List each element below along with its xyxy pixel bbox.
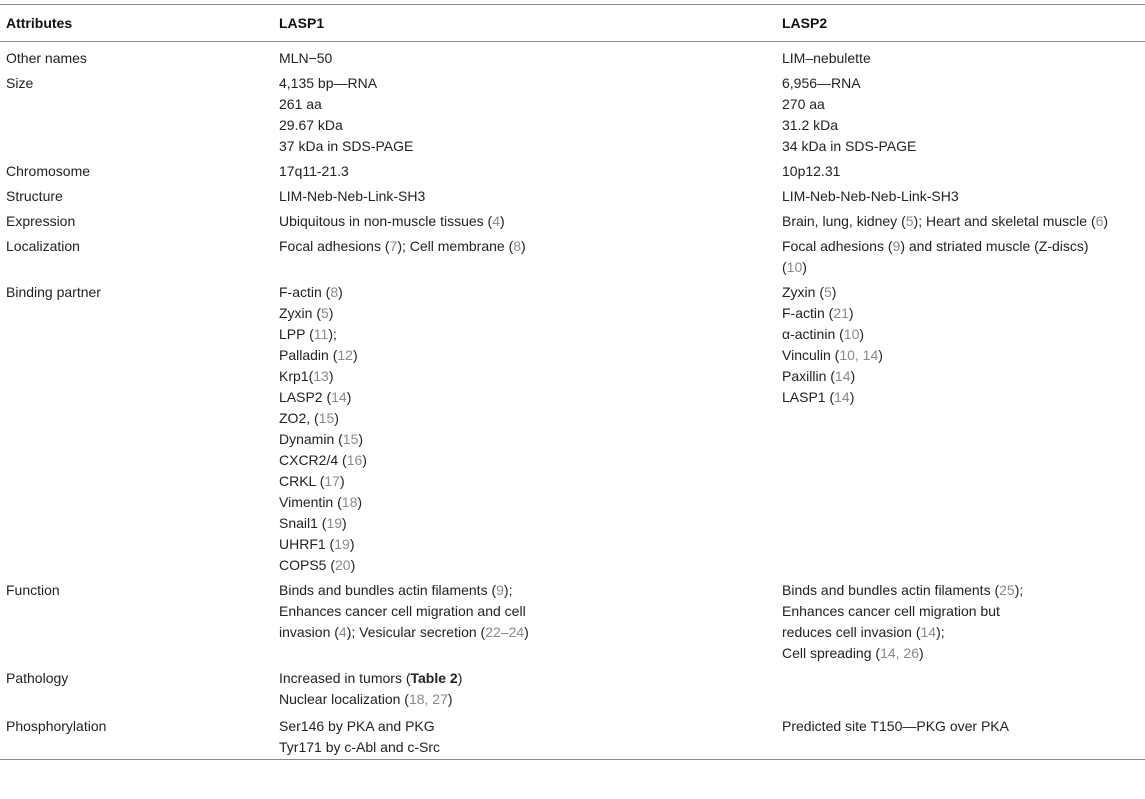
cell-text: ) [447, 691, 453, 707]
cell-line [279, 408, 782, 429]
table-row [0, 208, 1145, 233]
reference-link[interactable]: 4 [492, 213, 501, 229]
cell-text: Snail1 ( [279, 515, 327, 531]
cell-text: ) [859, 326, 865, 342]
cell-text: Vimentin ( [279, 494, 342, 510]
cell-text: 4,135 bp—RNA [279, 75, 378, 91]
cell-line [782, 48, 1145, 69]
cell-text: LASP1 ( [782, 389, 835, 405]
cell-text: CRKL ( [279, 473, 325, 489]
cell-text: ) [850, 368, 856, 384]
table-row [0, 577, 1145, 665]
reference-link[interactable]: 8 [330, 284, 339, 300]
cell-line [782, 161, 1145, 182]
reference-link[interactable]: 14 [331, 389, 347, 405]
reference-link[interactable]: 17 [324, 473, 340, 489]
cell-line [279, 324, 782, 345]
cell-text: LASP2 ( [279, 389, 332, 405]
cell-attribute: Pathology [6, 670, 69, 686]
cell-lasp2 [782, 282, 1145, 576]
cell-line [279, 94, 782, 115]
cell-text: ) [1103, 213, 1109, 229]
cell-line [782, 257, 1145, 278]
cell-text: ); [936, 624, 945, 640]
reference-link[interactable]: 13 [313, 368, 329, 384]
table-body [0, 42, 1145, 759]
cell-text: ); [328, 326, 337, 342]
cell-line [782, 324, 1145, 345]
cell-text: F-actin ( [782, 305, 834, 321]
cell-text: Krp1( [279, 368, 314, 384]
cell-line [279, 48, 782, 69]
table-bottom-rule [0, 759, 1145, 760]
cell-line [279, 471, 782, 492]
cell-text: 37 kDa in SDS-PAGE [279, 138, 414, 154]
table-row [0, 279, 1145, 577]
cell-text: Enhances cancer cell migration but [782, 603, 1000, 619]
cell-text: Cell spreading ( [782, 645, 881, 661]
cell-lasp2 [782, 236, 1145, 278]
cell-text: ) [349, 536, 355, 552]
cell-attribute: Localization [6, 238, 80, 254]
cell-lasp1 [279, 48, 782, 69]
cell-line [782, 94, 1145, 115]
cell-lasp2 [782, 73, 1145, 157]
reference-link[interactable]: 22–24 [485, 624, 525, 640]
cell-text: Ubiquitous in non-muscle tissues ( [279, 213, 493, 229]
cell-text: ) and striated muscle (Z-discs) [900, 238, 1089, 254]
cell-line [279, 601, 782, 622]
reference-link[interactable]: 14 [920, 624, 937, 640]
reference-link[interactable]: 25 [999, 582, 1015, 598]
cell-lasp1 [279, 282, 782, 576]
reference-link[interactable]: 15 [342, 431, 359, 447]
reference-link[interactable]: 18 [341, 494, 358, 510]
table-header [0, 5, 1145, 41]
cell-text: UHRF1 ( [279, 536, 335, 552]
cell-lasp1 [279, 186, 782, 207]
cell-text: Zyxin ( [279, 305, 321, 321]
cell-text: ); [1014, 582, 1024, 598]
cell-text: ) [334, 410, 339, 426]
table-row [0, 42, 1145, 70]
cell-text: LPP ( [279, 326, 314, 342]
cell-lasp1 [279, 668, 782, 710]
cell-text: ) [849, 389, 855, 405]
reference-link[interactable]: 12 [337, 347, 353, 363]
cell-lasp2 [782, 161, 1145, 182]
cell-text: Vinculin ( [782, 347, 840, 363]
cell-line [782, 580, 1145, 601]
cell-lasp1 [279, 73, 782, 157]
cell-line [279, 429, 782, 450]
cell-text: ) [350, 557, 356, 573]
cell-line [279, 716, 782, 737]
cell-line [782, 136, 1145, 157]
cell-line [279, 450, 782, 471]
cell-line [782, 366, 1145, 387]
cell-line [782, 387, 1145, 408]
cell-line [279, 668, 782, 689]
reference-link[interactable]: 10, 14 [839, 347, 879, 363]
cell-text: MLN−50 [279, 50, 333, 66]
reference-link[interactable]: 21 [833, 305, 849, 321]
reference-link[interactable]: 16 [346, 452, 363, 468]
cell-text: Tyr171 by c-Abl and c-Src [279, 739, 441, 755]
cell-line [279, 387, 782, 408]
cell-text: LIM-Neb-Neb-Link-SH3 [279, 188, 426, 204]
cell-text: ) [328, 305, 334, 321]
cell-text: Focal adhesions ( [279, 238, 390, 254]
cell-line [279, 136, 782, 157]
cell-text: ) [878, 347, 883, 363]
cell-lasp2 [782, 668, 1145, 710]
cell-text: ) [802, 259, 807, 275]
cell-attribute: Expression [6, 213, 76, 229]
cell-text: ) [521, 238, 526, 254]
cell-line [279, 236, 782, 257]
cell-text: 17q11-21.3 [279, 163, 349, 179]
cell-text: Enhances cancer cell migration and cell [279, 603, 526, 619]
cell-line [279, 555, 782, 576]
cell-line [782, 643, 1145, 664]
cell-text: CXCR2/4 ( [279, 452, 347, 468]
cell-text: ) [457, 670, 463, 686]
reference-link[interactable]: 19 [326, 515, 343, 531]
cell-lasp2 [782, 48, 1145, 69]
table-row [0, 665, 1145, 713]
cell-attribute: Phosphorylation [6, 718, 107, 734]
reference-link[interactable]: 11 [313, 326, 329, 342]
cell-text: ) [338, 284, 343, 300]
cell-text: LIM–nebulette [782, 50, 871, 66]
table-row [0, 158, 1145, 183]
cell-line [279, 161, 782, 182]
cell-line [782, 186, 1145, 207]
cell-text: Binds and bundles actin filaments ( [782, 582, 1000, 598]
cell-text: invasion ( [279, 624, 339, 640]
cell-text: ); Heart and skeletal muscle ( [913, 213, 1096, 229]
cell-line [279, 303, 782, 324]
cell-text: ) [358, 431, 364, 447]
cell-line [279, 211, 782, 232]
cell-text: Focal adhesions ( [782, 238, 893, 254]
cell-line [782, 282, 1145, 303]
reference-link[interactable]: 5 [321, 305, 329, 321]
cell-line [279, 345, 782, 366]
table-row [0, 713, 1145, 759]
cell-line [279, 366, 782, 387]
cell-text: Ser146 by PKA and PKG [279, 718, 435, 734]
cell-text: Predicted site T150—PKG over PKA [782, 718, 1009, 734]
cell-lasp2 [782, 716, 1145, 758]
reference-link[interactable]: 5 [824, 284, 832, 300]
cell-lasp1 [279, 716, 782, 758]
cell-line [279, 115, 782, 136]
cell-lasp2 [782, 580, 1145, 664]
cell-text: ) [524, 624, 529, 640]
cell-line [279, 186, 782, 207]
cell-line [782, 601, 1145, 622]
cell-text: ) [362, 452, 367, 468]
cell-text: ZO2, ( [279, 410, 319, 426]
reference-link[interactable]: 14 [834, 368, 851, 384]
cell-attribute: Chromosome [6, 163, 91, 179]
cell-text: Nuclear localization ( [279, 691, 409, 707]
table-row [0, 233, 1145, 279]
cell-text: ) [352, 347, 358, 363]
cell-text: ); [503, 582, 513, 598]
cell-attribute: Binding partner [6, 284, 101, 300]
cell-lasp2 [782, 211, 1145, 232]
cell-text: α-actinin ( [782, 326, 844, 342]
cell-attribute: Function [6, 582, 60, 598]
cell-text: Increased in tumors ( [279, 670, 411, 686]
cell-text: ) [346, 389, 352, 405]
cell-text: Binds and bundles actin filaments ( [279, 582, 497, 598]
reference-link[interactable]: 5 [905, 213, 914, 229]
cell-line [279, 737, 782, 758]
reference-link[interactable]: 7 [389, 238, 398, 254]
cell-line [279, 622, 782, 643]
cell-text: 6,956—RNA [782, 75, 861, 91]
reference-link[interactable]: 6 [1095, 213, 1104, 229]
cell-lasp1 [279, 211, 782, 232]
cell-text: ) [342, 515, 347, 531]
cell-text: LIM-Neb-Neb-Neb-Link-SH3 [782, 188, 959, 204]
cell-text: ) [848, 305, 854, 321]
reference-link[interactable]: 20 [335, 557, 351, 573]
cell-text: ) [500, 213, 505, 229]
cell-text: Palladin ( [279, 347, 338, 363]
cell-text: Dynamin ( [279, 431, 343, 447]
cell-line [782, 345, 1145, 366]
cell-text: 31.2 kDa [782, 117, 839, 133]
cell-text: ( [782, 259, 787, 275]
cell-text: reduces cell invasion ( [782, 624, 921, 640]
cell-text: 29.67 kDa [279, 117, 343, 133]
reference-link[interactable]: 14, 26 [880, 645, 919, 661]
cell-text: Zyxin ( [782, 284, 824, 300]
cell-text: ); Vesicular secretion ( [346, 624, 486, 640]
cell-text: 34 kDa in SDS-PAGE [782, 138, 917, 154]
cell-line [279, 282, 782, 303]
cell-lasp2 [782, 186, 1145, 207]
cell-text: ) [339, 473, 345, 489]
cell-line [279, 73, 782, 94]
cell-text: ) [831, 284, 837, 300]
cell-attribute: Size [6, 75, 34, 91]
cell-text: ) [357, 494, 363, 510]
reference-link[interactable]: 19 [334, 536, 350, 552]
reference-link[interactable]: 15 [318, 410, 335, 426]
cell-text: Brain, lung, kidney ( [782, 213, 906, 229]
cell-line [279, 689, 782, 710]
cell-text: 270 aa [782, 96, 825, 112]
cell-text: COPS5 ( [279, 557, 336, 573]
reference-link[interactable]: 18, 27 [408, 691, 448, 707]
reference-link[interactable]: 4 [338, 624, 347, 640]
cell-lasp1 [279, 236, 782, 278]
cell-text: 261 aa [279, 96, 322, 112]
header-lasp1: LASP1 [279, 15, 325, 31]
cell-lasp1 [279, 580, 782, 664]
cell-attribute: Other names [6, 50, 87, 66]
reference-link[interactable]: 9 [496, 582, 504, 598]
header-attributes: Attributes [6, 15, 73, 31]
cell-text: F-actin ( [279, 284, 331, 300]
cell-line [782, 716, 1145, 737]
cell-text: 10p12.31 [782, 163, 841, 179]
cell-line [782, 115, 1145, 136]
cell-text: ) [328, 368, 334, 384]
cell-line [279, 492, 782, 513]
table-row [0, 70, 1145, 158]
cell-text: ); Cell membrane ( [397, 238, 514, 254]
cell-line [782, 73, 1145, 94]
reference-link[interactable]: 9 [892, 238, 901, 254]
cell-line [782, 303, 1145, 324]
cell-line [782, 236, 1145, 257]
header-lasp2: LASP2 [782, 15, 828, 31]
cell-text: ) [919, 645, 924, 661]
cell-line [279, 534, 782, 555]
reference-link[interactable]: 10 [786, 259, 803, 275]
reference-link[interactable]: 8 [513, 238, 522, 254]
cell-attribute: Structure [6, 188, 63, 204]
table-reference-link[interactable]: Table 2 [410, 670, 458, 686]
cell-line [782, 622, 1145, 643]
cell-text: Paxillin ( [782, 368, 835, 384]
cell-line [279, 513, 782, 534]
reference-link[interactable]: 10 [843, 326, 860, 342]
cell-line [782, 211, 1145, 232]
reference-link[interactable]: 14 [834, 389, 850, 405]
cell-line [279, 580, 782, 601]
table-row [0, 183, 1145, 208]
cell-lasp1 [279, 161, 782, 182]
